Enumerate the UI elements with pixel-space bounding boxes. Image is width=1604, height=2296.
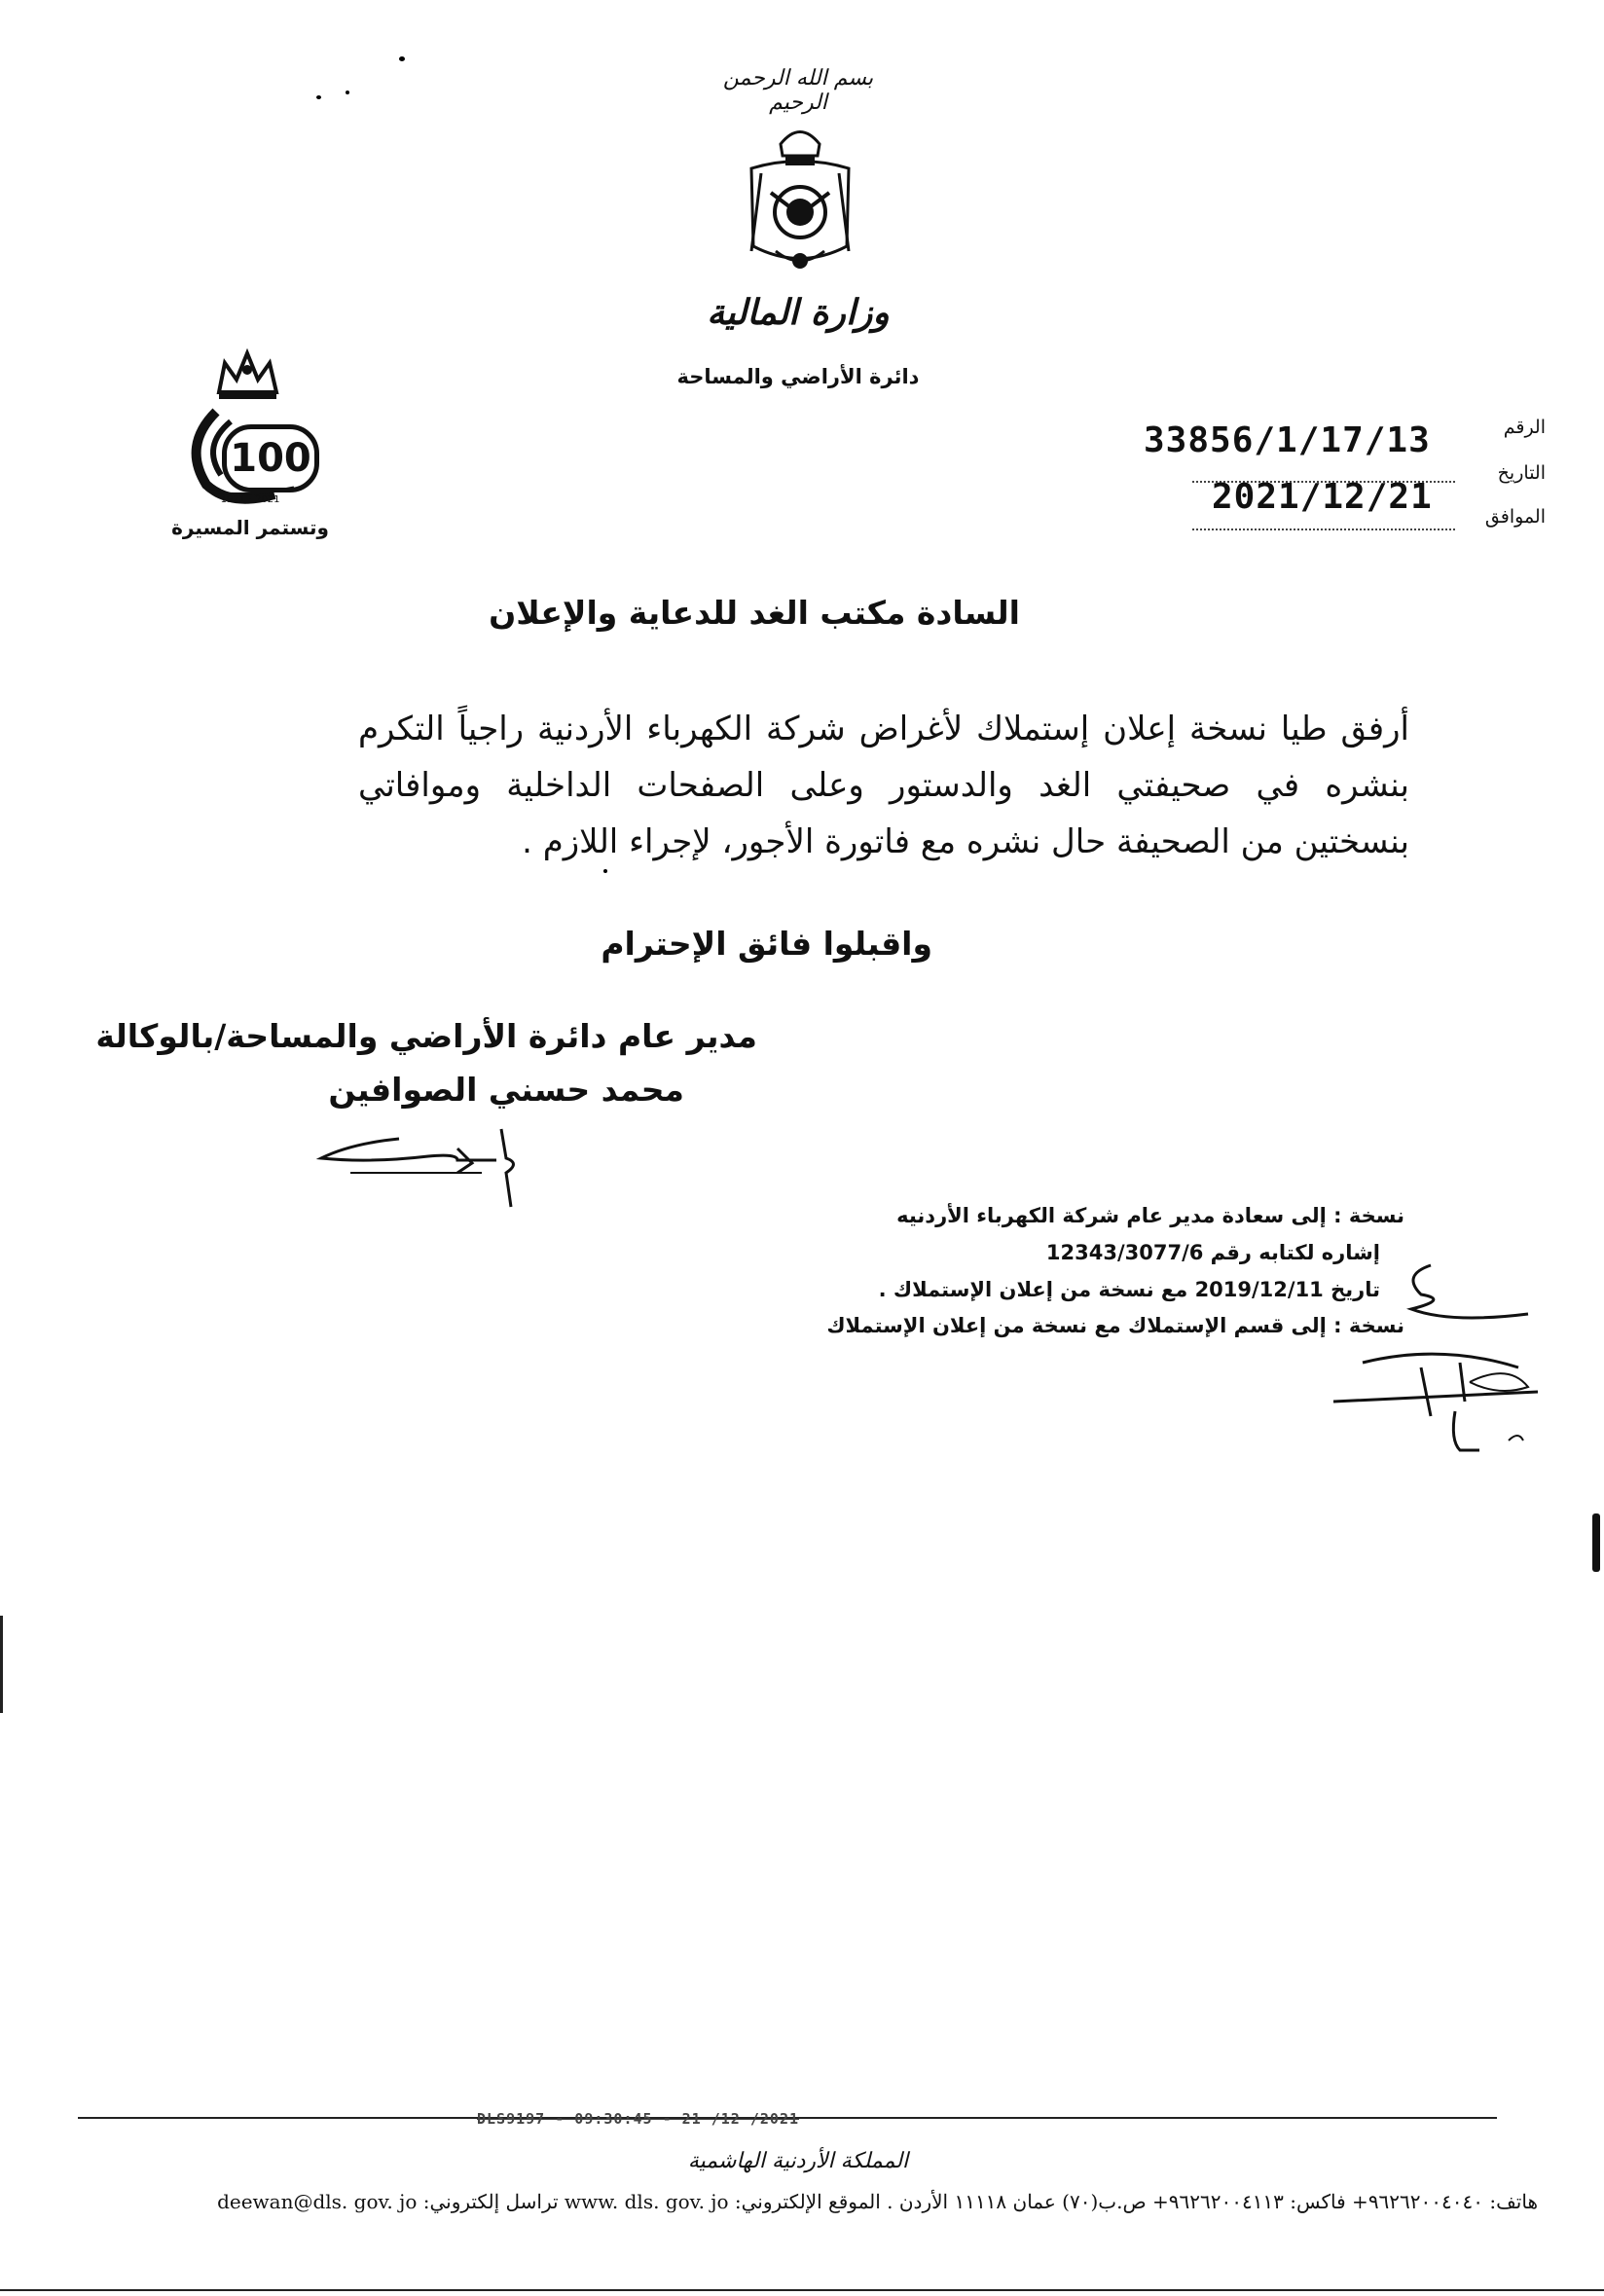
ministry-name: وزارة المالية bbox=[707, 292, 890, 333]
letter-date: 2021/12/21 bbox=[1212, 477, 1433, 517]
centennial-number: 100 bbox=[222, 424, 319, 492]
jordan-coat-of-arms-icon bbox=[732, 115, 868, 280]
scan-edge-line bbox=[0, 1616, 3, 1713]
centennial-slogan: وتستمر المسيرة bbox=[171, 516, 329, 539]
page-bottom-rule bbox=[0, 2289, 1604, 2291]
signatory-title: مدير عام دائرة الأراضي والمساحة/بالوكالة bbox=[95, 1017, 757, 1055]
handwritten-initials bbox=[1324, 1256, 1548, 1479]
addressee: السادة مكتب الغد للدعاية والإعلان bbox=[489, 594, 1020, 632]
copy-date-line: تاريخ 2019/12/11 مع نسخة من إعلان الإستملاك . bbox=[878, 1278, 1380, 1301]
centennial-logo bbox=[167, 348, 333, 553]
system-stamp: DLS9197 - 09:30:45 - 21 /12 /2021 bbox=[477, 2110, 800, 2128]
contact-line: هاتف: ٩٦٢٦٢٠٠٤٠٤٠+ فاكس: ٩٦٢٦٢٠٠٤١١٣+ ص.ب(٧٠) عمان ١١١١٨ الأردن . الموقع الإلكتروني: www. dls. gov. jo تراسل إلكتروني: deewan@dls. gov. jo bbox=[217, 2190, 1538, 2213]
kingdom-name: المملكة الأردنية الهاشمية bbox=[687, 2149, 909, 2173]
hijri-dotted-line bbox=[1192, 528, 1455, 530]
scan-edge-mark bbox=[1592, 1513, 1600, 1572]
centennial-years: 1921 - 2021 bbox=[220, 494, 280, 505]
date-label: التاريخ bbox=[1497, 462, 1546, 484]
copy-line-company: نسخة : إلى سعادة مدير عام شركة الكهرباء الأردنيه bbox=[896, 1204, 1404, 1227]
signatory-name: محمد حسني الصوافين bbox=[328, 1071, 684, 1109]
scan-speck bbox=[399, 56, 405, 61]
handwritten-signature bbox=[311, 1119, 545, 1217]
hijri-date-label: الموافق bbox=[1484, 506, 1546, 528]
closing-salutation: واقبلوا فائق الإحترام bbox=[601, 925, 932, 963]
department-name: دائرة الأراضي والمساحة bbox=[676, 365, 920, 388]
scan-speck bbox=[316, 95, 321, 99]
number-label: الرقم bbox=[1503, 417, 1546, 438]
scan-speck bbox=[346, 91, 349, 94]
letter-body: أرفق طيا نسخة إعلان إستملاك لأغراض شركة الكهرباء الأردنية راجياً التكرم بنشره في صحيفتي الغد والدستور وعلى الصفحات الداخلية وموافاتي بنسختين من الصحيفة حال نشره مع فاتورة الأجور، لإجراء اللازم . bbox=[358, 710, 1409, 861]
basmala: بسم الله الرحمن الرحيم bbox=[722, 66, 874, 115]
copy-reference-line: إشاره لكتابه رقم 12343/3077/6 bbox=[1045, 1241, 1380, 1264]
reference-number: 33856/1/17/13 bbox=[1144, 420, 1431, 460]
copy-line-expropriation: نسخة : إلى قسم الإستملاك مع نسخة من إعلان الإستملاك bbox=[826, 1314, 1404, 1337]
